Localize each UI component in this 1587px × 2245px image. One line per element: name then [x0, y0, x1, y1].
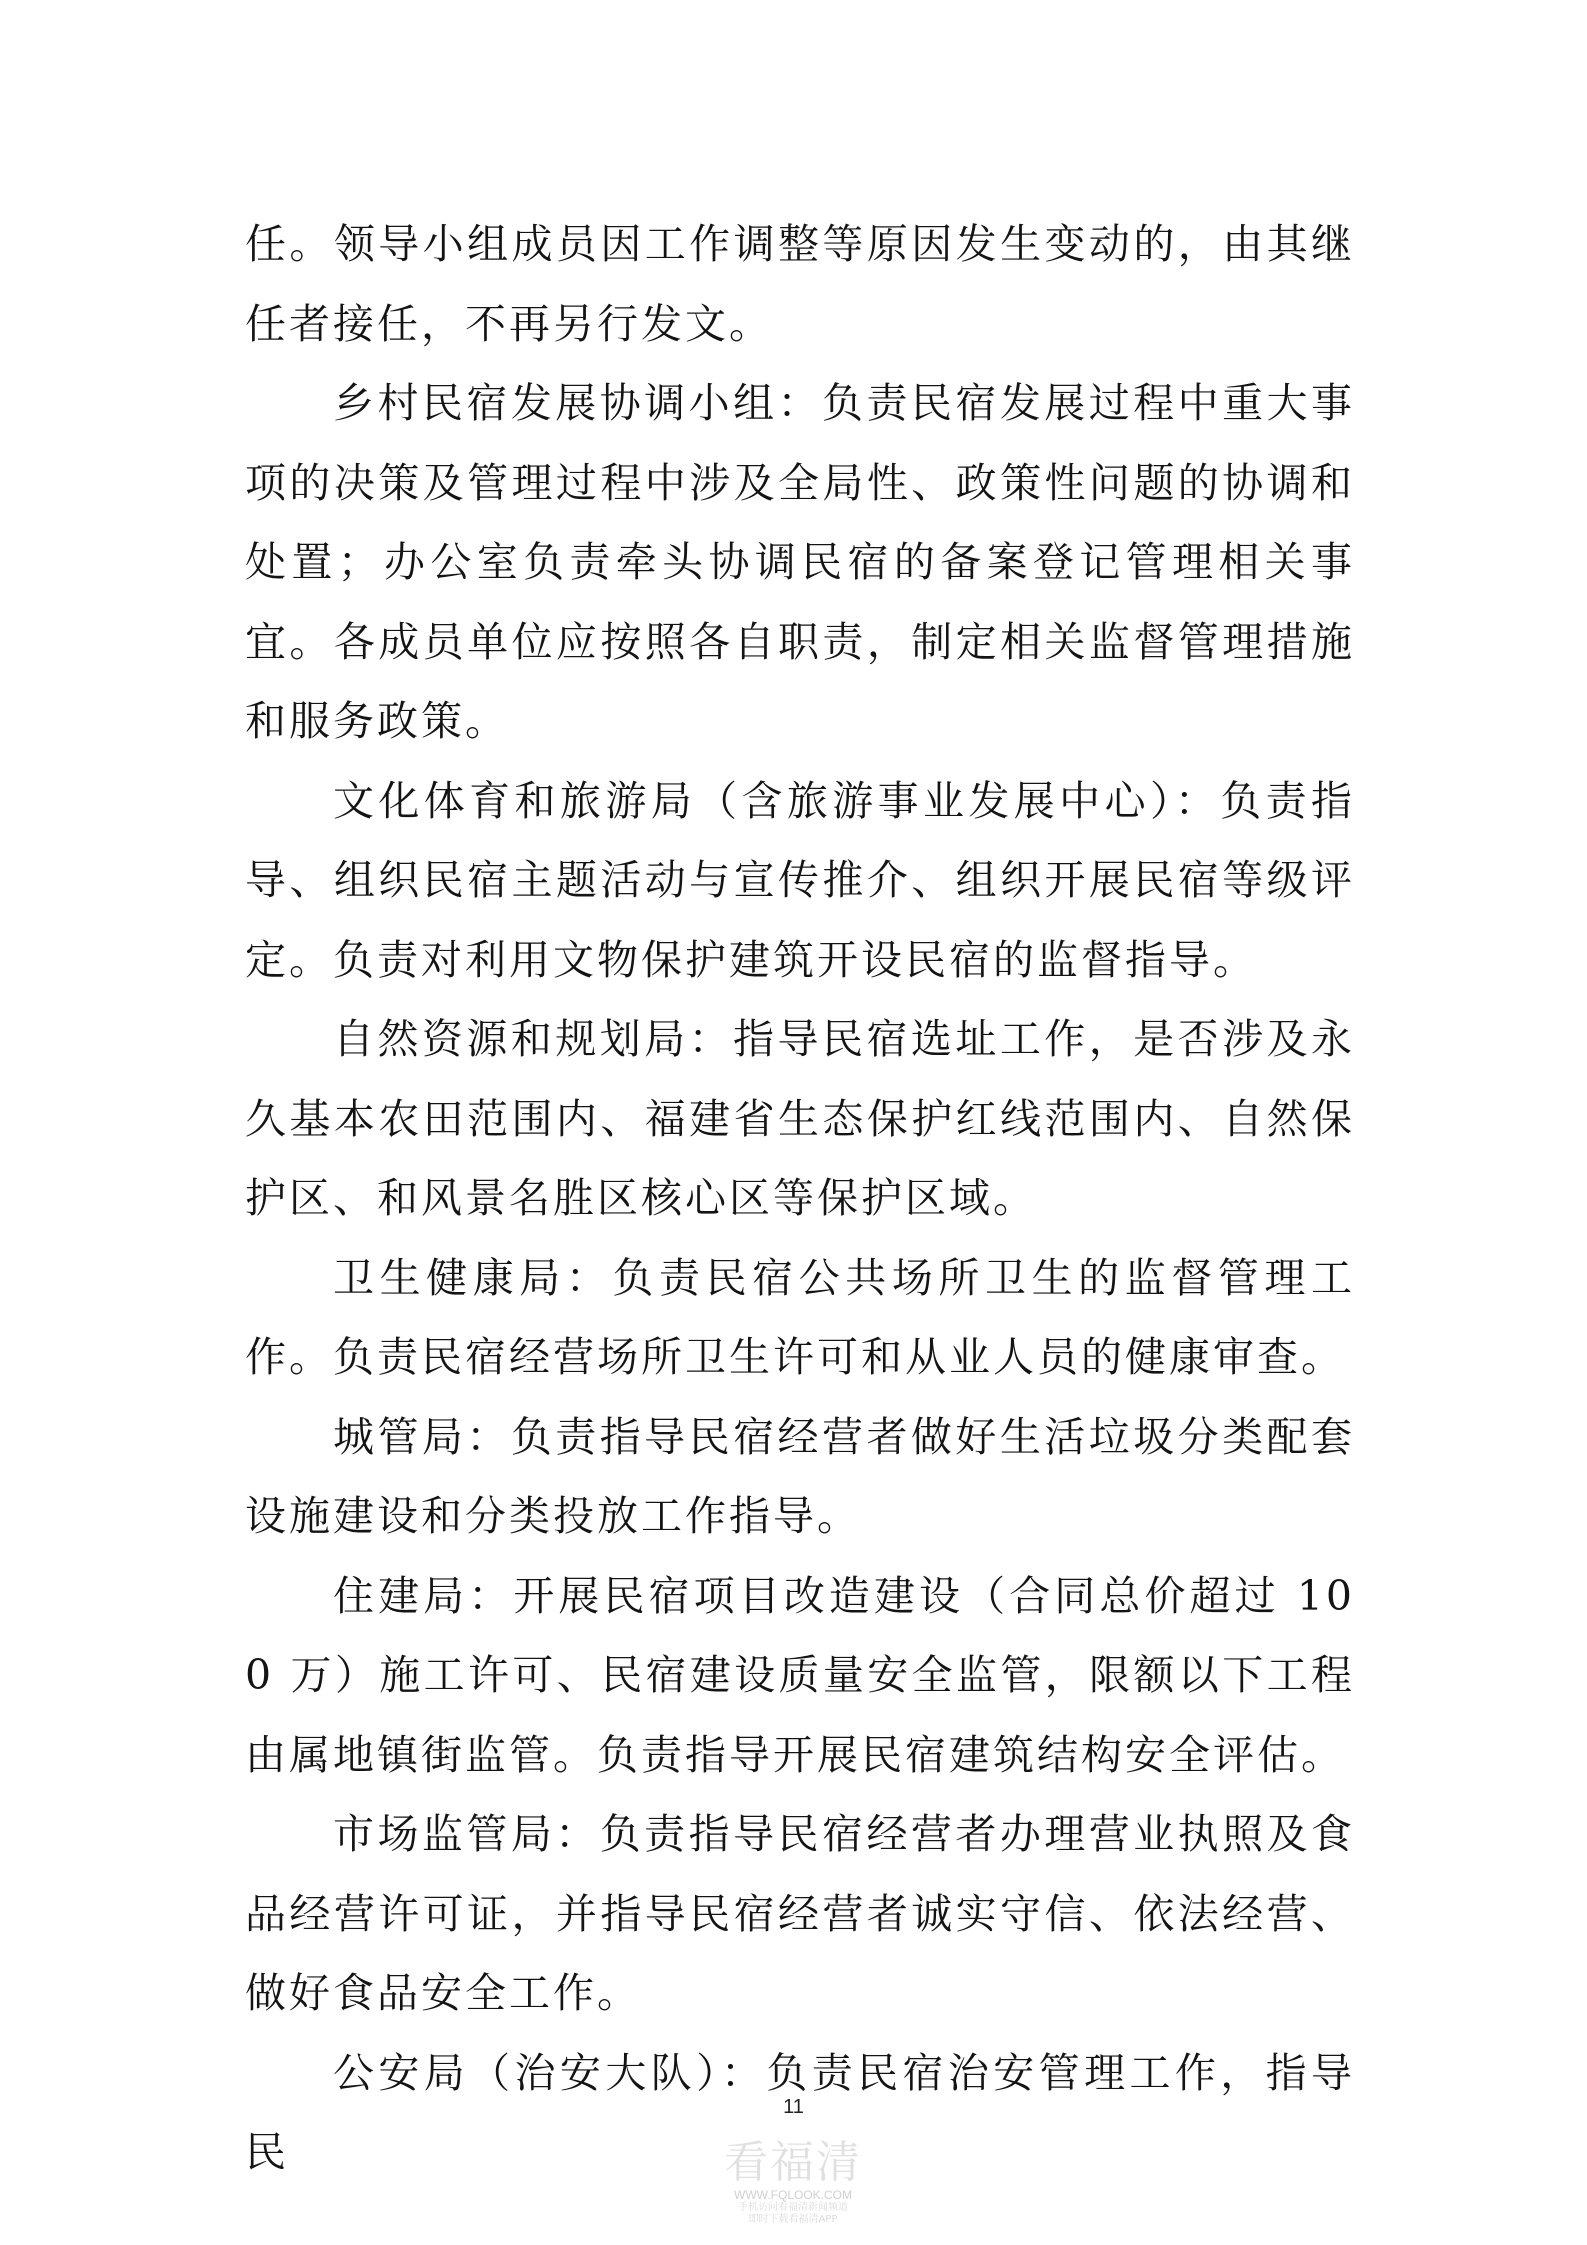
watermark-line-2: 即时下载看福清APP: [748, 2214, 838, 2225]
paragraph-8: 市场监管局：负责指导民宿经营者办理营业执照及食品经营许可证，并指导民宿经营者诚实守信、依法经营、做好食品安全工作。: [245, 1810, 1355, 2017]
watermark-line-1: 手机访问看福清新闻频道: [738, 2202, 848, 2213]
paragraph-5: 卫生健康局：负责民宿公共场所卫生的监督管理工作。负责民宿经营场所卫生许可和从业人员的健康审查。: [245, 1253, 1355, 1381]
paragraph-1: 任。领导小组成员因工作调整等原因发生变动的，由其继任者接任，不再另行发文。: [245, 220, 1355, 348]
paragraph-6: 城管局：负责指导民宿经营者做好生活垃圾分类配套设施建设和分类投放工作指导。: [245, 1412, 1355, 1540]
paragraph-2: 乡村民宿发展协调小组：负责民宿发展过程中重大事项的决策及管理过程中涉及全局性、政策性问题的协调和处置；办公室负责牵头协调民宿的备案登记管理相关事宜。各成员单位应按照各自职责，制定相关监督管理措施和服务政策。: [245, 379, 1355, 745]
paragraph-7: 住建局：开展民宿项目改造建设（合同总价超过 100 万）施工许可、民宿建设质量安全监管，限额以下工程由属地镇街监管。负责指导开展民宿建筑结构安全评估。: [245, 1571, 1355, 1779]
paragraph-9: 公安局（治安大队）：负责民宿治安管理工作，指导民: [245, 2048, 1355, 2176]
paragraph-3: 文化体育和旅游局（含旅游事业发展中心）：负责指导、组织民宿主题活动与宣传推介、组织开展民宿等级评定。负责对利用文物保护建筑开设民宿的监督指导。: [245, 776, 1355, 984]
watermark-logo: 看福清: [724, 2137, 862, 2188]
paragraph-4: 自然资源和规划局：指导民宿选址工作，是否涉及永久基本农田范围内、福建省生态保护红线范围内、自然保护区、和风景名胜区核心区等保护区域。: [245, 1015, 1355, 1222]
watermark: [718, 2138, 868, 2238]
document-body: [245, 205, 1355, 2193]
page-number: 11: [783, 2096, 804, 2118]
watermark-url: WWW.FQLOOK.COM: [734, 2188, 852, 2202]
